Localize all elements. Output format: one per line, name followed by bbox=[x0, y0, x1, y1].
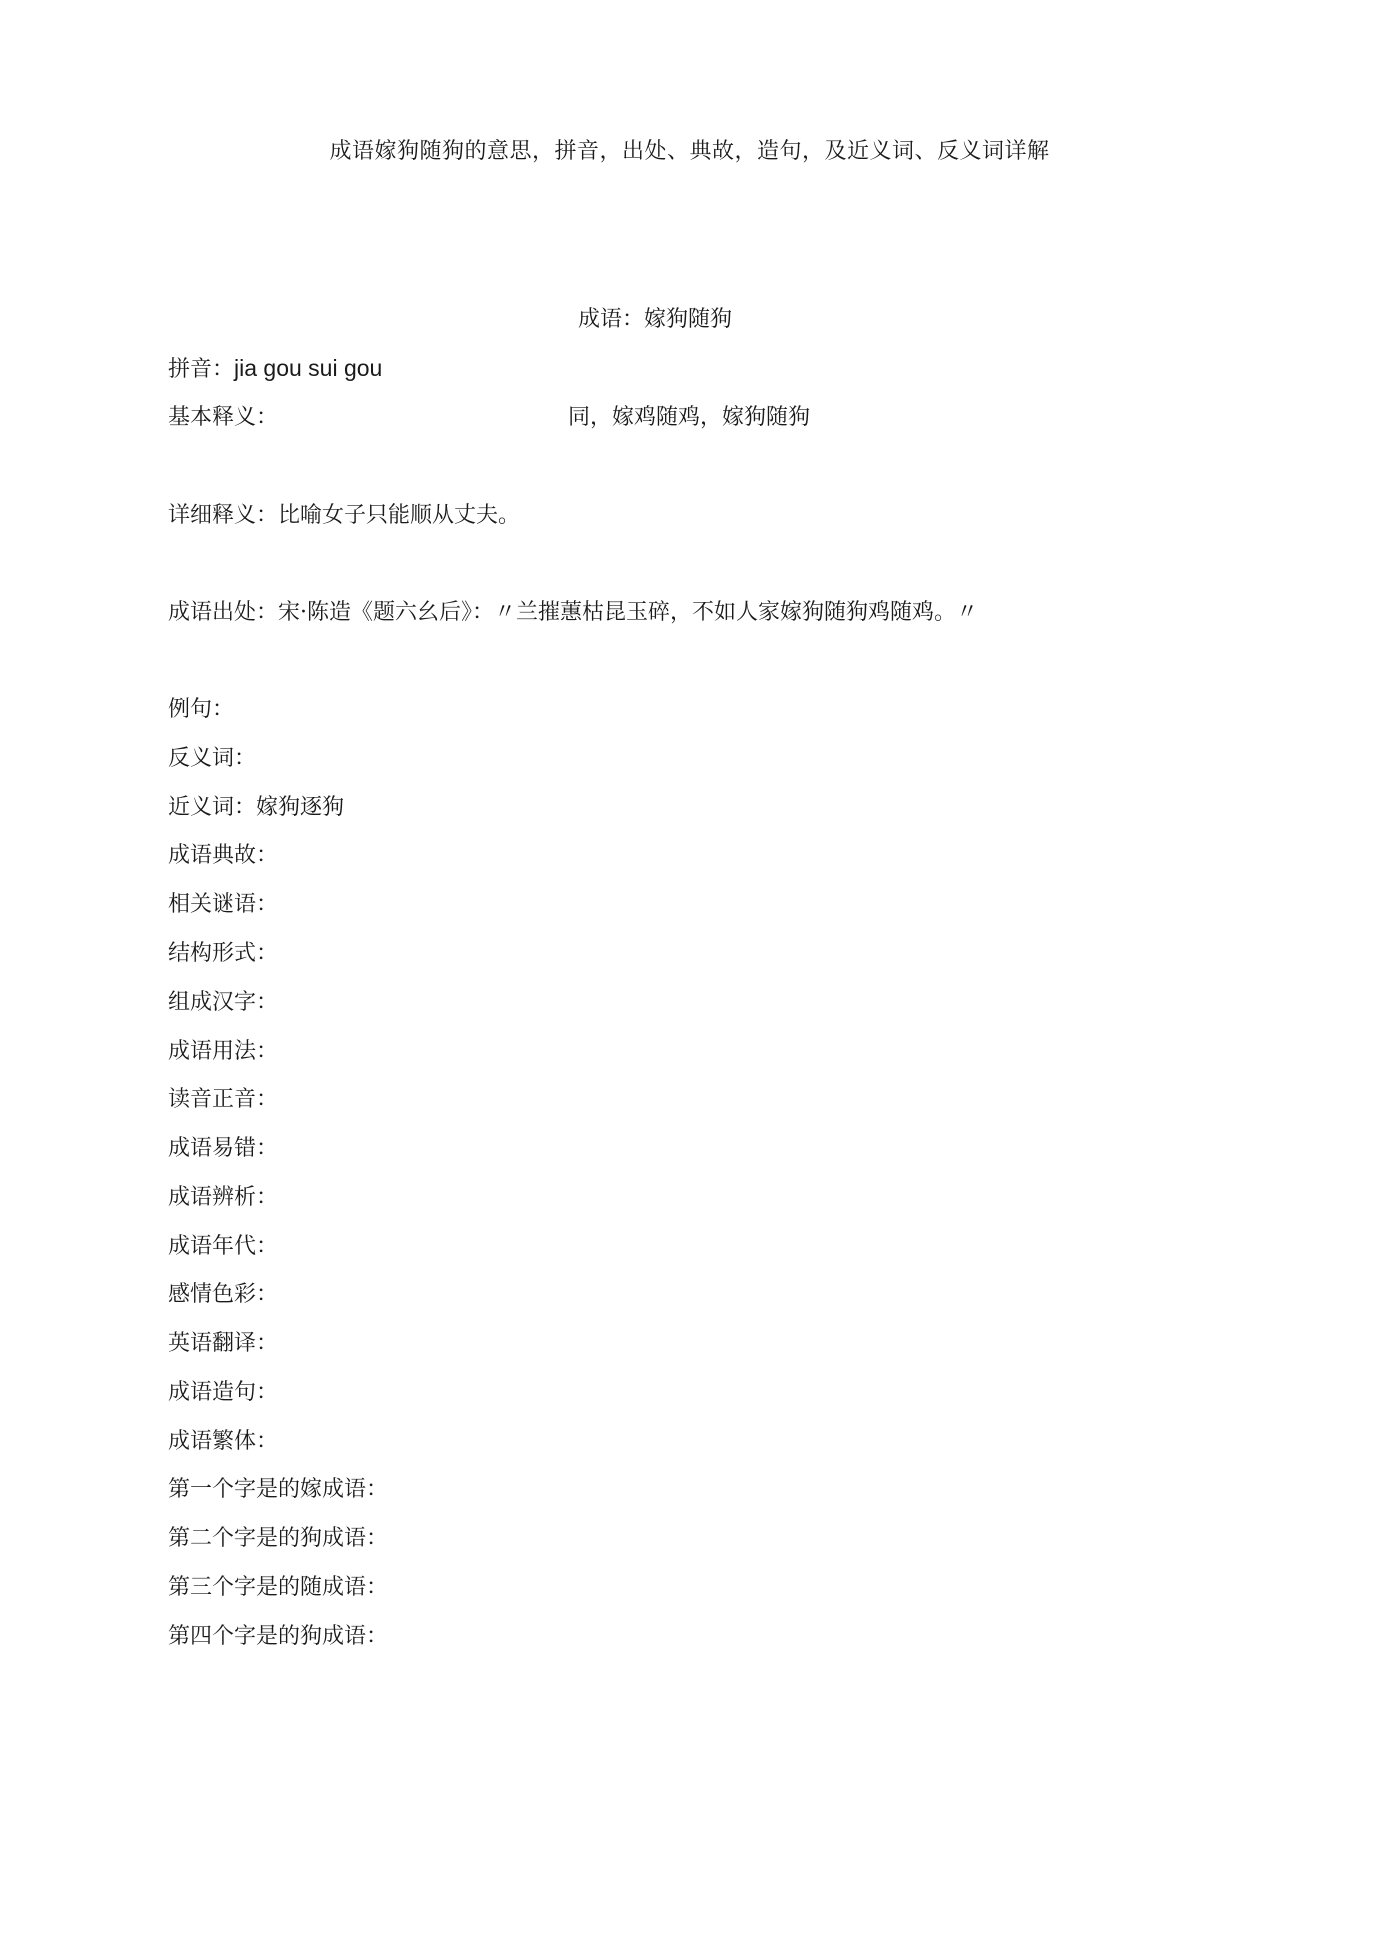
idiom-source: 成语出处：宋·陈造《题六幺后》：〃兰摧蕙枯昆玉碎，不如人家嫁狗随狗鸡随鸡。〃 bbox=[168, 600, 978, 625]
field-era: 成语年代： bbox=[168, 1234, 279, 1259]
field-synonym: 近义词：嫁狗逐狗 bbox=[168, 795, 345, 820]
field-third-char: 第三个字是的随成语： bbox=[168, 1575, 389, 1600]
pinyin-value: jia gou sui gou bbox=[234, 355, 383, 381]
field-riddle: 相关谜语： bbox=[168, 892, 279, 917]
field-second-char: 第二个字是的狗成语： bbox=[168, 1526, 389, 1551]
detailed-meaning: 详细释义：比喻女子只能顺从丈夫。 bbox=[168, 503, 521, 528]
field-allusion: 成语典故： bbox=[168, 843, 279, 868]
field-usage: 成语用法： bbox=[168, 1039, 279, 1064]
basic-meaning-label: 基本释义： bbox=[168, 405, 279, 430]
field-analysis: 成语辨析： bbox=[168, 1185, 279, 1210]
field-traditional: 成语繁体： bbox=[168, 1429, 279, 1454]
field-pronunciation: 读音正音： bbox=[168, 1087, 279, 1112]
basic-meaning-value: 同，嫁鸡随鸡，嫁狗随狗 bbox=[568, 405, 811, 430]
pinyin-label: 拼音： bbox=[168, 357, 235, 382]
field-first-char: 第一个字是的嫁成语： bbox=[168, 1477, 389, 1502]
field-sentence: 成语造句： bbox=[168, 1380, 279, 1405]
field-example-sentence: 例句： bbox=[168, 697, 235, 722]
pinyin-line bbox=[168, 352, 382, 383]
field-characters: 组成汉字： bbox=[168, 990, 279, 1015]
field-english: 英语翻译： bbox=[168, 1331, 279, 1356]
idiom-heading: 成语：嫁狗随狗 bbox=[577, 307, 732, 332]
field-antonym: 反义词： bbox=[168, 746, 257, 771]
field-sentiment: 感情色彩： bbox=[168, 1282, 279, 1307]
document-title: 成语嫁狗随狗的意思，拼音，出处、典故，造句，及近义词、反义词详解 bbox=[329, 139, 1050, 164]
field-structure: 结构形式： bbox=[168, 941, 279, 966]
field-common-errors: 成语易错： bbox=[168, 1136, 279, 1161]
field-fourth-char: 第四个字是的狗成语： bbox=[168, 1624, 389, 1649]
